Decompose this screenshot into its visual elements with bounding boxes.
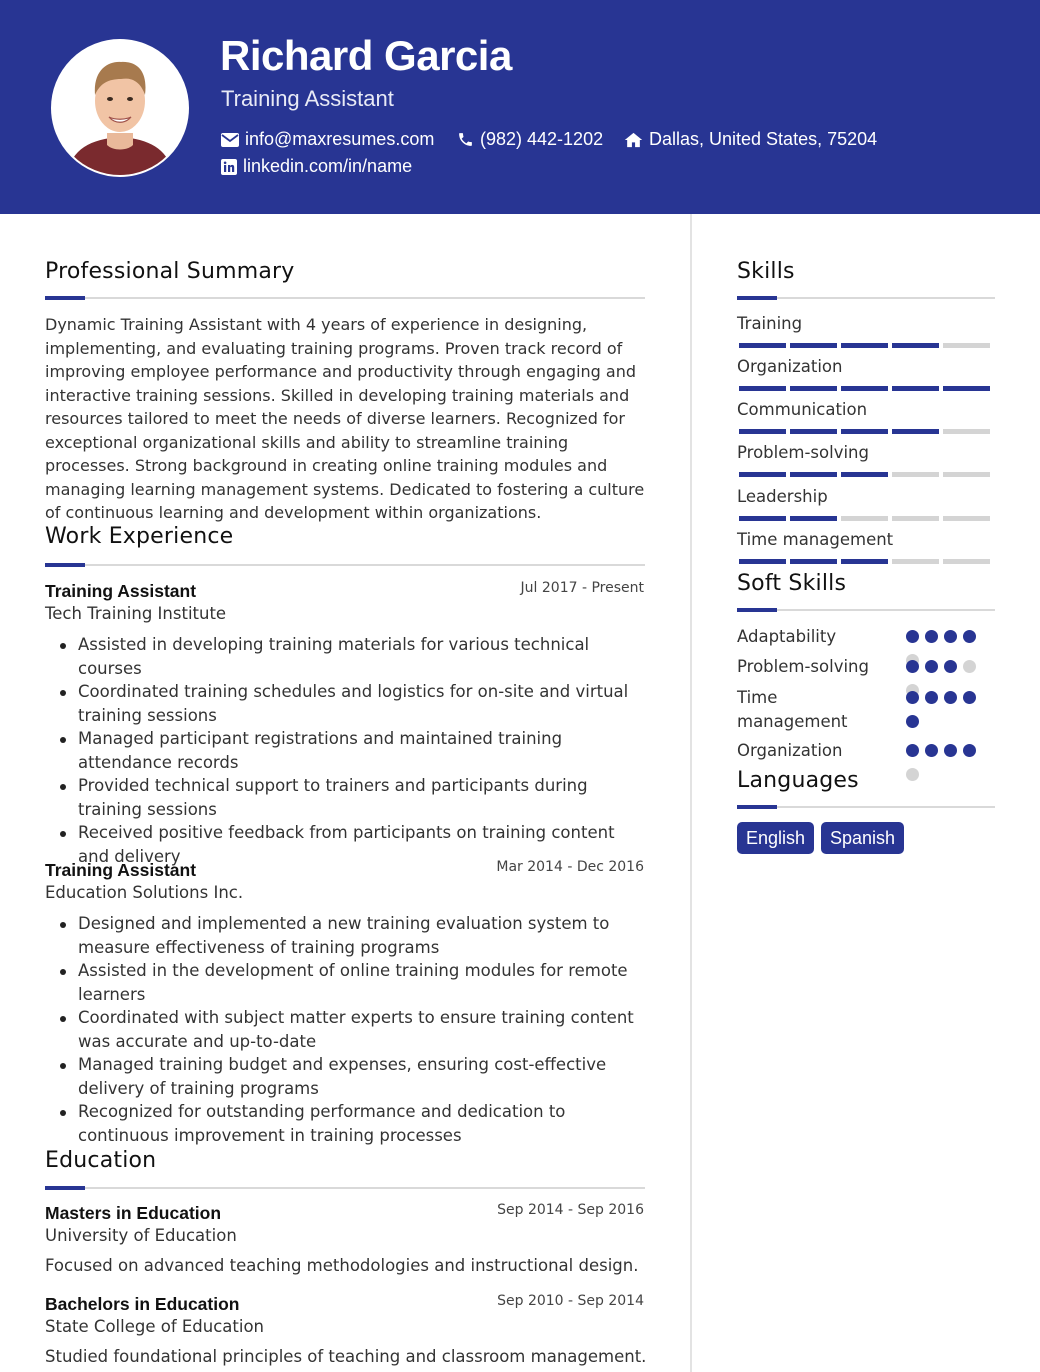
rating-dot	[925, 744, 938, 757]
list-item: Managed participant registrations and maintained training attendance records	[45, 727, 650, 774]
skill-bar-segment	[892, 429, 939, 434]
degree-description: Focused on advanced teaching methodologies and instructional design.	[45, 1256, 639, 1275]
skill-bar-segment	[739, 472, 786, 477]
rating-dot	[906, 768, 919, 781]
skill-bar	[739, 472, 990, 477]
list-item: Designed and implemented a new training evaluation system to measure effectiveness of training programs	[45, 912, 650, 959]
linkedin-contact[interactable]	[221, 156, 412, 177]
list-item: Coordinated training schedules and logistics for on-site and virtual training sessions	[45, 680, 650, 727]
education-heading: Education	[45, 1148, 157, 1173]
education-rule	[45, 1187, 645, 1189]
list-item: Recognized for outstanding performance and dedication to continuous improvement in training processes	[45, 1100, 650, 1147]
phone-contact[interactable]	[457, 129, 603, 150]
skill-bar-segment	[943, 386, 990, 391]
candidate-title: Training Assistant	[221, 86, 394, 111]
skill-name: Leadership	[737, 487, 828, 506]
rating-dot	[944, 630, 957, 643]
job-title: Training Assistant	[45, 860, 197, 880]
skill-bar	[739, 559, 990, 564]
soft-skill-name: Adaptability	[737, 627, 837, 646]
rating-dot	[925, 691, 938, 704]
experience-heading: Work Experience	[45, 524, 234, 549]
skill-bar-segment	[841, 343, 888, 348]
summary-heading: Professional Summary	[45, 259, 295, 284]
linkedin-icon	[221, 159, 237, 175]
profile-photo-icon	[53, 41, 187, 175]
rating-dot	[963, 691, 976, 704]
skill-bar-segment	[790, 472, 837, 477]
rating-dot	[925, 630, 938, 643]
skill-bar-segment	[790, 386, 837, 391]
summary-text: Dynamic Training Assistant with 4 years of experience in designing, implementing, and evaluating training programs. Proven track record of improving employee performance and productivity through engaging and interactive training sessions. Skilled in developing training materials and resources tailored to meet the needs of diverse learners. Recognized for exceptional organizational skills and ability to streamline training processes. Strong background in creating online training modules and managing learning management systems. Dedicated to fostering a culture of continuous learning and development within organizations.	[45, 315, 645, 522]
summary-accent	[45, 296, 85, 300]
skill-bar-segment	[943, 429, 990, 434]
skill-bar-segment	[841, 429, 888, 434]
list-item: Assisted in the development of online training modules for remote learners	[45, 959, 650, 1006]
list-item: Received positive feedback from participants on training content and delivery	[45, 821, 650, 868]
resume-header	[0, 0, 1040, 214]
skill-bar-segment	[790, 429, 837, 434]
education-accent	[45, 1186, 85, 1190]
soft-skill-name: Organization	[737, 741, 843, 760]
job-bullets	[45, 633, 650, 868]
skill-bar-segment	[943, 559, 990, 564]
job-title: Training Assistant	[45, 581, 197, 601]
skill-bar	[739, 386, 990, 391]
languages-accent	[737, 805, 777, 809]
skill-bar-segment	[841, 386, 888, 391]
skills-accent	[737, 296, 777, 300]
avatar	[51, 39, 189, 177]
skill-name: Problem-solving	[737, 443, 869, 462]
skill-bar-segment	[892, 559, 939, 564]
soft-skill-name: Time management	[737, 688, 848, 731]
skill-bar-segment	[943, 343, 990, 348]
candidate-name: Richard Garcia	[220, 32, 512, 79]
skill-bar-segment	[739, 429, 786, 434]
degree-description: Studied foundational principles of teaching and classroom management.	[45, 1347, 647, 1366]
skill-bar-segment	[943, 472, 990, 477]
email-contact[interactable]	[221, 129, 434, 150]
linkedin-text: linkedin.com/in/name	[243, 156, 413, 176]
soft-skills-accent	[737, 608, 777, 612]
skill-name: Training	[737, 314, 803, 333]
location-contact	[624, 129, 877, 150]
skill-bar-segment	[790, 559, 837, 564]
rating-dot	[963, 660, 976, 673]
skill-bar	[739, 429, 990, 434]
phone-icon	[457, 131, 474, 148]
rating-dot	[906, 691, 919, 704]
rating-dot	[906, 630, 919, 643]
phone-text: (982) 442-1202	[480, 129, 604, 149]
school-name: State College of Education	[45, 1317, 265, 1336]
skill-name: Time management	[737, 530, 894, 549]
rating-dot	[963, 744, 976, 757]
list-item: Provided technical support to trainers and participants during training sessions	[45, 774, 650, 821]
degree-dates: Sep 2014 - Sep 2016	[497, 1202, 644, 1218]
rating-dot	[963, 630, 976, 643]
experience-accent	[45, 563, 85, 567]
skill-bar-segment	[892, 472, 939, 477]
rating-dot	[906, 715, 919, 728]
skill-bar	[739, 516, 990, 521]
skill-bar-segment	[841, 472, 888, 477]
rating-dot	[944, 744, 957, 757]
column-divider	[690, 214, 692, 1372]
rating-dot	[906, 660, 919, 673]
skill-bar-segment	[739, 386, 786, 391]
envelope-icon	[221, 133, 239, 147]
language-badge: English	[737, 822, 814, 854]
skill-bar-segment	[841, 559, 888, 564]
language-badge: Spanish	[821, 822, 904, 854]
list-item: Coordinated with subject matter experts to ensure training content was accurate and up-to-date	[45, 1006, 650, 1053]
degree-title: Masters in Education	[45, 1203, 222, 1223]
rating-dot	[906, 744, 919, 757]
list-item: Assisted in developing training materials for various technical courses	[45, 633, 650, 680]
location-text: Dallas, United States, 75204	[649, 129, 878, 149]
skill-bar	[739, 343, 990, 348]
skill-bar-segment	[892, 386, 939, 391]
list-item: Managed training budget and expenses, ensuring cost-effective delivery of training programs	[45, 1053, 650, 1100]
skill-bar-segment	[892, 516, 939, 521]
skill-name: Communication	[737, 400, 868, 419]
skill-bar-segment	[943, 516, 990, 521]
school-name: University of Education	[45, 1226, 237, 1245]
rating-dot	[944, 691, 957, 704]
job-dates: Jul 2017 - Present	[520, 580, 644, 596]
skill-bar-segment	[841, 516, 888, 521]
soft-skill-rating	[906, 744, 978, 781]
rating-dot	[925, 660, 938, 673]
skills-heading: Skills	[737, 259, 795, 284]
languages-heading: Languages	[737, 768, 859, 793]
degree-dates: Sep 2010 - Sep 2014	[497, 1293, 644, 1309]
experience-rule	[45, 564, 645, 566]
degree-title: Bachelors in Education	[45, 1294, 240, 1314]
skill-bar-segment	[790, 343, 837, 348]
skill-bar-segment	[739, 516, 786, 521]
job-company: Education Solutions Inc.	[45, 883, 244, 902]
skill-bar-segment	[739, 343, 786, 348]
soft-skill-name: Problem-solving	[737, 657, 869, 676]
summary-rule	[45, 297, 645, 299]
skill-bar-segment	[739, 559, 786, 564]
rating-dot	[944, 660, 957, 673]
email-text: info@maxresumes.com	[245, 129, 435, 149]
soft-skills-heading: Soft Skills	[737, 571, 847, 596]
job-company: Tech Training Institute	[45, 604, 227, 623]
job-bullets	[45, 912, 650, 1147]
home-icon	[624, 132, 643, 148]
skill-name: Organization	[737, 357, 843, 376]
skill-bar-segment	[892, 343, 939, 348]
skill-bar-segment	[790, 516, 837, 521]
soft-skill-rating	[906, 691, 978, 728]
job-dates: Mar 2014 - Dec 2016	[496, 859, 644, 875]
